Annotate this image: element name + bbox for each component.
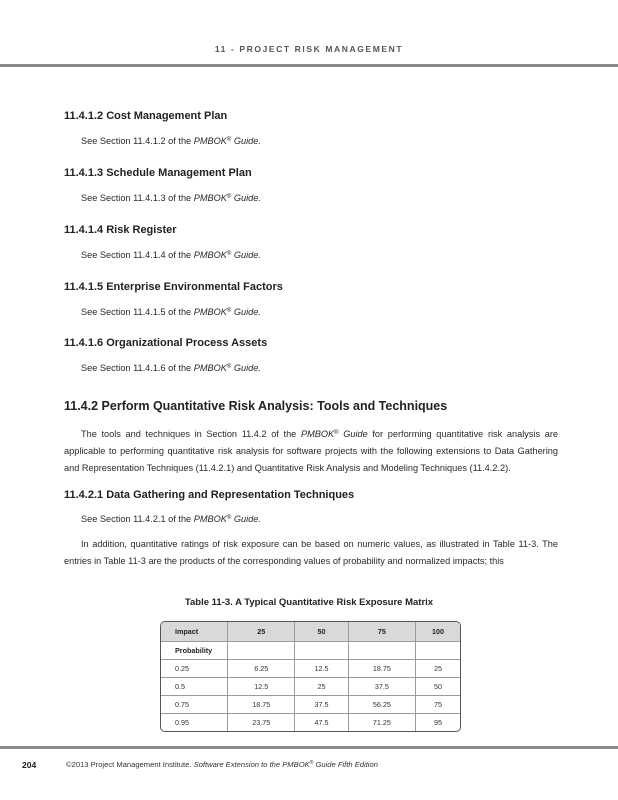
exposure-cell: 18.75	[228, 696, 295, 714]
impact-value: 75	[348, 622, 415, 642]
section-reference-cost-management-plan: See Section 11.4.1.2 of the PMBOK® Guide.	[81, 136, 261, 146]
exposure-cell: 25	[295, 678, 348, 696]
section-reference-schedule-management-plan: See Section 11.4.1.3 of the PMBOK® Guide.	[81, 193, 261, 203]
exposure-cell: 12.5	[228, 678, 295, 696]
exposure-cell: 50	[416, 678, 460, 696]
section-heading-organizational-process-assets: 11.4.1.6 Organizational Process Assets	[64, 337, 268, 349]
impact-value: 100	[416, 622, 460, 642]
exposure-cell: 12.5	[295, 660, 348, 678]
section-reference-organizational-process-assets: See Section 11.4.1.6 of the PMBOK® Guide.	[81, 363, 261, 373]
section-heading-enterprise-environmental-factors: 11.4.1.5 Enterprise Environmental Factors	[64, 281, 283, 293]
tools-techniques-heading: 11.4.2 Perform Quantitative Risk Analysis: Tools and Techniques	[64, 399, 448, 413]
probability-value: 0.25	[161, 660, 228, 678]
data-gathering-reference: See Section 11.4.2.1 of the PMBOK® Guide.	[81, 514, 261, 524]
risk-exposure-matrix	[160, 621, 461, 732]
section-heading-risk-register: 11.4.1.4 Risk Register	[64, 224, 177, 236]
empty-cell	[348, 642, 415, 660]
probability-value: 0.75	[161, 696, 228, 714]
header-rule	[0, 64, 618, 67]
impact-label: Impact	[161, 622, 228, 642]
empty-cell	[295, 642, 348, 660]
running-header: 11 - PROJECT RISK MANAGEMENT	[214, 44, 404, 54]
exposure-cell: 47.5	[295, 714, 348, 732]
page-number: 204	[22, 760, 37, 770]
empty-cell	[228, 642, 295, 660]
table-row	[161, 678, 460, 696]
exposure-cell: 95	[416, 714, 460, 732]
exposure-cell: 75	[416, 696, 460, 714]
footer-copyright: ©2013 Project Management Institute. Software Extension to the PMBOK® Guide Fifth Edition	[66, 760, 378, 769]
exposure-cell: 25	[416, 660, 460, 678]
impact-value: 25	[228, 622, 295, 642]
section-heading-schedule-management-plan: 11.4.1.3 Schedule Management Plan	[64, 167, 252, 179]
table-row	[161, 714, 460, 732]
exposure-cell: 23.75	[228, 714, 295, 732]
exposure-cell: 56.25	[348, 696, 415, 714]
table-title: Table 11-3. A Typical Quantitative Risk Exposure Matrix	[184, 597, 434, 608]
probability-label-row	[161, 642, 460, 660]
table-row	[161, 696, 460, 714]
exposure-cell: 6.25	[228, 660, 295, 678]
probability-value: 0.5	[161, 678, 228, 696]
section-heading-cost-management-plan: 11.4.1.2 Cost Management Plan	[64, 110, 228, 122]
exposure-cell: 37.5	[348, 678, 415, 696]
table-row	[161, 660, 460, 678]
probability-value: 0.95	[161, 714, 228, 732]
impact-value: 50	[295, 622, 348, 642]
exposure-cell: 37.5	[295, 696, 348, 714]
exposure-cell: 71.25	[348, 714, 415, 732]
data-gathering-paragraph: In addition, quantitative ratings of risk exposure can be based on numeric values, as illustrated in Table 11-3. The entries in Table 11-3 are the products of the corresponding values of probability and normalized impacts; this	[64, 539, 558, 566]
footer-rule	[0, 746, 618, 749]
section-reference-risk-register: See Section 11.4.1.4 of the PMBOK® Guide.	[81, 250, 261, 260]
tools-techniques-paragraph: The tools and techniques in Section 11.4.2 of the PMBOK® Guide for performing quantitative risk analysis are applicable to performing quantitative risk analysis for software projects with the following extensions to Data Gathering and Representation Techniques (11.4.2.1) and Quantitative Risk Analysis and Modeling Techniques (11.4.2.2).	[64, 429, 558, 473]
probability-label: Probability	[161, 642, 228, 660]
section-reference-enterprise-environmental-factors: See Section 11.4.1.5 of the PMBOK® Guide.	[81, 307, 261, 317]
empty-cell	[416, 642, 460, 660]
impact-header-row	[161, 622, 460, 642]
exposure-cell: 18.75	[348, 660, 415, 678]
data-gathering-heading: 11.4.2.1 Data Gathering and Representation Techniques	[64, 489, 355, 501]
